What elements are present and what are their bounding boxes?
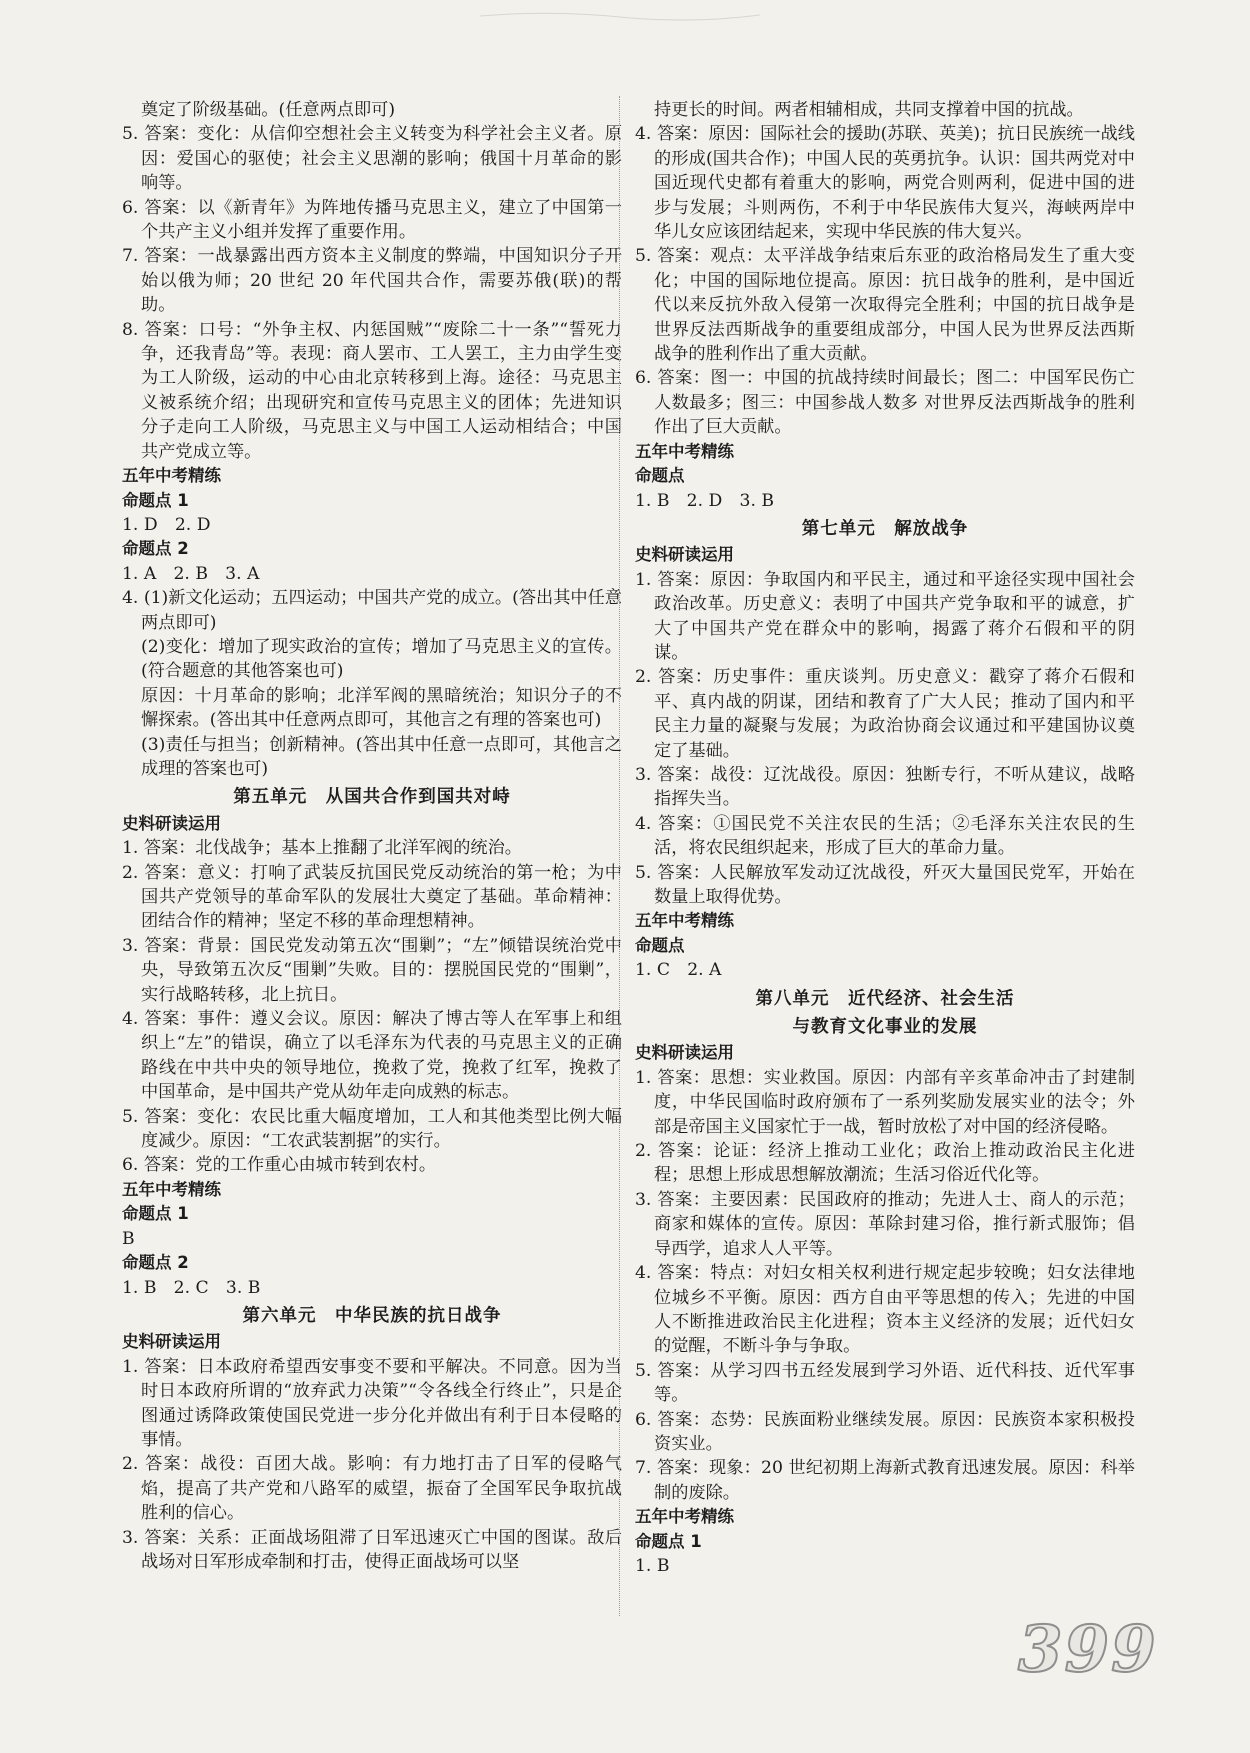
- unit-title: 第六单元 中华民族的抗日战争: [242, 1305, 502, 1326]
- section-heading: 五年中考精练: [122, 466, 221, 486]
- answer-item: 3. 答案：背景：国民党发动第五次“围剿”；“左”倾错误统治党中央，导致第五次反“围剿”失败。目的：摆脱国民党的“围剿”，实行战略转移，北上抗日。: [122, 935, 622, 1005]
- answer-item: 4. (1)新文化运动；五四运动；中国共产党的成立。(答出其中任意两点即可): [122, 588, 622, 633]
- unit-title: 第五单元 从国共合作到国共对峙: [233, 787, 511, 808]
- answer-continuation: 原因：十月革命的影响；北洋军阀的黑暗统治；知识分子的不懈探索。(答出其中任意两点即可，其他言之有理的答案也可): [141, 685, 622, 731]
- choice-answers: 1. B: [635, 1555, 670, 1576]
- answer-item: 4. 答案：特点：对妇女相关权利进行规定起步较晚；妇女法律地位城乡不平衡。原因：西方自由平等思想的传入；先进的中国人不断推进政治民主化进程；资本主义经济的发展；近代妇女的觉醒，不断斗争与争取。: [635, 1263, 1135, 1357]
- choice-answers: 1. A 2. B 3. A: [122, 563, 260, 584]
- answer-item: 6. 答案：党的工作重心由城市转到农村。: [122, 1155, 437, 1176]
- choice-answers: 1. D 2. D: [122, 514, 211, 535]
- answer-item: 4. 答案：①国民党不关注农民的生活；②毛泽东关注农民的生活，将农民组织起来，形成了巨大的革命力量。: [635, 813, 1135, 859]
- section-heading: 史料研读运用: [635, 1043, 734, 1063]
- section-heading: 命题点 1: [122, 490, 189, 510]
- answer-continuation: (3)责任与担当；创新精神。(答出其中任意一点即可，其他言之成理的答案也可): [141, 734, 622, 779]
- page-number: 399: [1018, 1612, 1158, 1687]
- section-heading: 史料研读运用: [635, 545, 734, 565]
- right-column: [635, 98, 1135, 1578]
- answer-item: 7. 答案：现象：20 世纪初期上海新式教育迅速发展。原因：科举制的废除。: [635, 1458, 1135, 1503]
- left-column: [122, 98, 622, 1574]
- answer-item: 8. 答案：口号：“外争主权、内惩国贼”“废除二十一条”“誓死力争，还我青岛”等。表现：商人罢市、工人罢工，主力由学生变为工人阶级，运动的中心由北京转移到上海。途径：马克思主义被系统介绍；出现研究和宣传马克思主义的团体；先进知识分子走向工人阶级，马克思主义与中国工人运动相结合；中国共产党成立等。: [122, 319, 622, 462]
- answer-item: 4. 答案：事件：遵义会议。原因：解决了博古等人在军事上和组织上“左”的错误，确立了以毛泽东为代表的马克思主义的正确路线在中共中央的领导地位，挽救了党，挽救了红军，挽救了中国革命，是中国共产党从幼年走向成熟的标志。: [122, 1009, 622, 1103]
- answer-item: 7. 答案：一战暴露出西方资本主义制度的弊端，中国知识分子开始以俄为师；20 世纪 20 年代国共合作，需要苏俄(联)的帮助。: [122, 246, 622, 316]
- section-heading: 命题点: [635, 935, 685, 955]
- section-heading: 命题点 2: [122, 1253, 189, 1273]
- answer-item: 2. 答案：意义：打响了武装反抗国民党反动统治的第一枪；为中国共产党领导的革命军队的发展壮大奠定了基础。革命精神：团结合作的精神；坚定不移的革命理想精神。: [122, 862, 622, 932]
- answer-item: 4. 答案：原因：国际社会的援助(苏联、英美)；抗日民族统一战线的形成(国共合作)；中国人民的英勇抗争。认识：国共两党对中国近现代史都有着重大的影响，两党合则两利，促进中国的进步与发展；斗则两伤，不利于中华民族伟大复兴，海峡两岸中华儿女应该团结起来，实现中华民族的伟大复兴。: [635, 124, 1135, 243]
- section-heading: 史料研读运用: [122, 1332, 221, 1352]
- answer-continuation: 持更长的时间。两者相辅相成，共同支撑着中国的抗战。: [654, 100, 1084, 120]
- choice-answers: 1. C 2. A: [635, 960, 722, 981]
- answer-item: 6. 答案：以《新青年》为阵地传播马克思主义，建立了中国第一个共产主义小组并发挥了重要作用。: [122, 197, 622, 243]
- section-heading: 五年中考精练: [122, 1179, 221, 1199]
- section-heading: 命题点 1: [635, 1531, 702, 1551]
- section-heading: 史料研读运用: [122, 813, 221, 833]
- answer-item: 6. 答案：图一：中国的抗战持续时间最长；图二：中国军民伤亡人数最多；图三：中国参战人数多 对世界反法西斯战争的胜利作出了巨大贡献。: [635, 368, 1135, 438]
- choice-answers: B: [122, 1228, 135, 1249]
- answer-item: 3. 答案：战役：辽沈战役。原因：独断专行，不听从建议，战略指挥失当。: [635, 764, 1135, 810]
- answer-item: 3. 答案：关系：正面战场阻滞了日军迅速灭亡中国的图谋。敌后战场对日军形成牵制和打击，使得正面战场可以坚: [122, 1527, 622, 1572]
- answer-item: 3. 答案：主要因素：民国政府的推动；先进人士、商人的示范；商家和媒体的宣传。原因：革除封建习俗，推行新式服饰；倡导西学，追求人人平等。: [635, 1189, 1135, 1259]
- answer-item: 5. 答案：人民解放军发动辽沈战役，歼灭大量国民党军，开始在数量上取得优势。: [635, 862, 1135, 907]
- section-heading: 五年中考精练: [635, 911, 734, 931]
- answer-item: 1. 答案：北伐战争；基本上推翻了北洋军阀的统治。: [122, 838, 522, 859]
- column-divider: [619, 96, 620, 1616]
- answer-item: 1. 答案：原因：争取国内和平民主，通过和平途径实现中国社会政治改革。历史意义：表明了中国共产党争取和平的诚意，扩大了中国共产党在群众中的影响，揭露了蒋介石假和平的阴谋。: [635, 569, 1135, 663]
- unit-title: 第八单元 近代经济、社会生活: [755, 988, 1015, 1009]
- answer-item: 2. 答案：论证：经济上推动工业化；政治上推动政治民主化进程；思想上形成思想解放潮流；生活习俗近代化等。: [635, 1141, 1135, 1186]
- section-heading: 命题点 1: [122, 1204, 189, 1224]
- answer-item: 1. 答案：思想：实业救国。原因：内部有辛亥革命冲击了封建制度，中华民国临时政府颁布了一系列奖励发展实业的法令；外部是帝国主义国家忙于一战，暂时放松了对中国的经济侵略。: [635, 1067, 1135, 1137]
- scan-mark: [470, 8, 770, 24]
- section-heading: 命题点 2: [122, 539, 189, 559]
- unit-title: 第七单元 解放战争: [801, 518, 969, 539]
- section-heading: 五年中考精练: [635, 1507, 734, 1527]
- answer-item: 2. 答案：历史事件：重庆谈判。历史意义：戳穿了蒋介石假和平、真内战的阴谋，团结和教育了广大人民；推动了国内和平民主力量的凝聚与发展；为政治协商会议通过和平建国协议奠定了基础。: [635, 667, 1135, 761]
- answer-item: 5. 答案：变化：农民比重大幅度增加，工人和其他类型比例大幅度减少。原因：“工农武装割据”的实行。: [122, 1106, 622, 1152]
- unit-title: 与教育文化事业的发展: [792, 1017, 978, 1038]
- answer-item: 6. 答案：态势：民族面粉业继续发展。原因：民族资本家积极投资实业。: [635, 1409, 1135, 1454]
- answer-item: 5. 答案：从学习四书五经发展到学习外语、近代科技、近代军事等。: [635, 1360, 1135, 1406]
- answer-item: 5. 答案：变化：从信仰空想社会主义转变为科学社会主义者。原因：爱国心的驱使；社会主义思潮的影响；俄国十月革命的影响等。: [122, 124, 622, 194]
- choice-answers: 1. B 2. C 3. B: [122, 1277, 261, 1298]
- answer-continuation: 奠定了阶级基础。(任意两点即可): [141, 100, 396, 120]
- answer-item: 5. 答案：观点：太平洋战争结束后东亚的政治格局发生了重大变化；中国的国际地位提高。原因：抗日战争的胜利，是中国近代以来反抗外敌入侵第一次取得完全胜利；中国的抗日战争是世界反法西斯战争的重要组成部分，中国人民为世界反法西斯战争的胜利作出了重大贡献。: [635, 246, 1135, 365]
- choice-answers: 1. B 2. D 3. B: [635, 490, 775, 511]
- answer-item: 2. 答案：战役：百团大战。影响：有力地打击了日军的侵略气焰，提高了共产党和八路军的威望，振奋了全国军民争取抗战胜利的信心。: [122, 1454, 622, 1524]
- answer-item: 1. 答案：日本政府希望西安事变不要和平解决。不同意。因为当时日本政府所谓的“放弃武力决策”“令各线全行终止”，只是企图通过诱降政策使国民党进一步分化并做出有利于日本侵略的事情。: [122, 1356, 622, 1450]
- section-heading: 五年中考精练: [635, 441, 734, 461]
- answer-continuation: (2)变化：增加了现实政治的宣传；增加了马克思主义的宣传。(符合题意的其他答案也可): [141, 636, 622, 682]
- section-heading: 命题点: [635, 466, 685, 486]
